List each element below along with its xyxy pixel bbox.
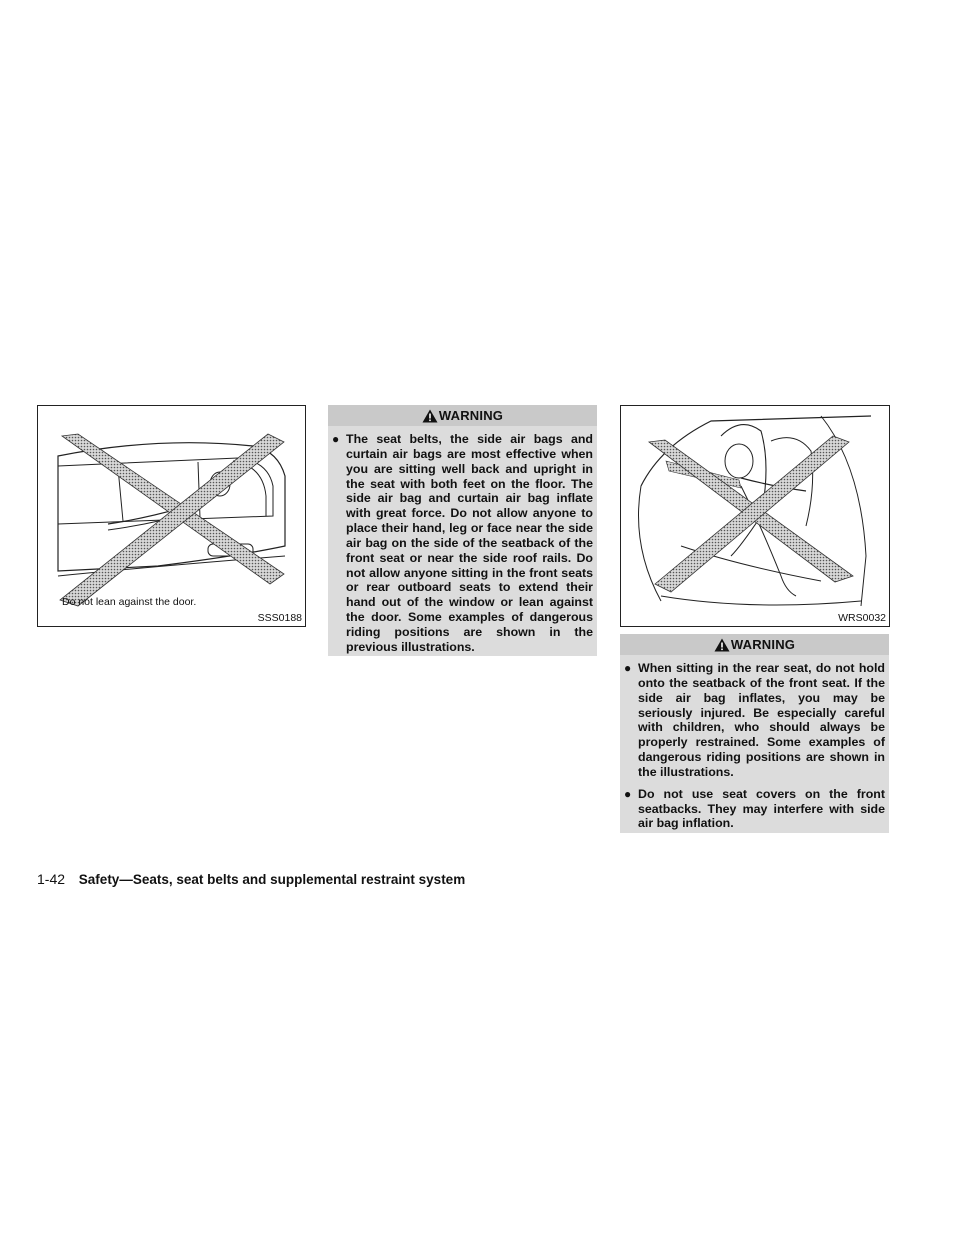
warning-item [624, 661, 885, 780]
illustration-rear-seat [620, 405, 890, 627]
illustration-lean-door [37, 405, 306, 627]
bullet-dot-icon: ● [624, 661, 632, 675]
warning-title: WARNING [730, 637, 796, 652]
bullet-dot-icon: ● [624, 786, 632, 801]
figure-caption: Do not lean against the door. [62, 596, 197, 608]
warning-header [620, 634, 889, 655]
warning-item-text: The seat belts, the side air bags and curtain air bags are most effective when you are sitting well back and upright in the seat with both feet on the floor. The side air bag and curtain air bag inflate with great force. Do not allow anyone to place their hand, leg or face near the side air bag on the side of the seatback of the front seat or near the side roof rails. Do not allow anyone sitting in the front seats or rear outboard seats to extend their hand out of the window or lean against the door. Some examples of dangerous riding positions are shown in the previous illustrations. [346, 432, 593, 654]
warning-item [624, 787, 885, 832]
warning-header [328, 405, 597, 426]
warning-item-text: Do not use seat covers on the front seatbacks. They may interfere with side air bag inflation. [638, 786, 885, 831]
section-title: Safety—Seats, seat belts and supplemental restraint system [78, 872, 466, 887]
bullet-dot-icon: ● [332, 432, 340, 446]
warning-box-2 [620, 634, 889, 833]
rear-seat-drawing [621, 406, 889, 626]
figure-code: SSS0188 [257, 612, 302, 624]
warning-triangle-icon [714, 638, 730, 652]
warning-item [332, 432, 593, 655]
page-number: 1-42 [37, 871, 66, 887]
warning-title: WARNING [438, 408, 504, 423]
page-footer [37, 871, 465, 887]
warning-item-text: When sitting in the rear seat, do not hold onto the seatback of the front seat. If the side air bag inflates, you may be seriously injured. Be especially careful with children, who should always be properly restrained. Some examples of dangerous riding positions are shown in the illustrations. [638, 661, 885, 779]
warning-box-1 [328, 405, 597, 656]
car-door-drawing [38, 406, 305, 626]
figure-code: WRS0032 [838, 612, 886, 624]
warning-triangle-icon [422, 409, 438, 423]
